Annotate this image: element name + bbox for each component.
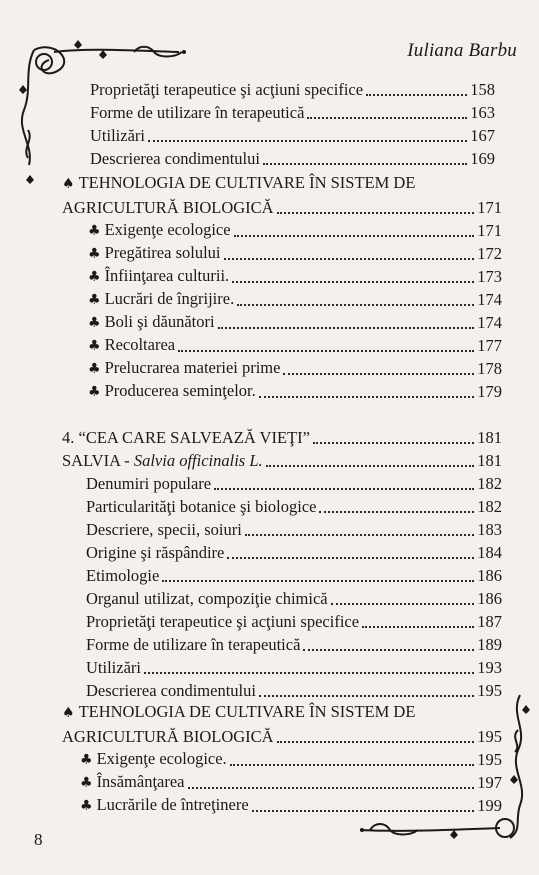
- page-number: 8: [34, 830, 43, 849]
- club-icon: ♣: [88, 315, 101, 331]
- toc-entry[interactable]: Proprietăţi terapeutice şi acţiuni specifice 187: [86, 612, 502, 631]
- toc-section-header-line2[interactable]: AGRICULTURĂ BIOLOGICĂ 171: [62, 198, 502, 217]
- club-icon: ♣: [88, 384, 101, 400]
- toc-entry[interactable]: ♣ Boli şi dăunători 174: [88, 312, 502, 332]
- club-icon: ♣: [80, 775, 93, 791]
- toc-section-header[interactable]: ♠ TEHNOLOGIA DE CULTIVARE ÎN SISTEM DE: [62, 702, 416, 721]
- toc-entry[interactable]: Proprietăţi terapeutice şi acţiuni specifice 158: [90, 80, 495, 99]
- toc-chapter[interactable]: 4. “CEA CARE SALVEAZĂ VIEŢI” 181: [62, 428, 502, 447]
- toc-entry[interactable]: ♣ Exigenţe ecologice 171: [88, 220, 502, 240]
- toc-entry[interactable]: Descrierea condimentului 169: [90, 149, 495, 168]
- toc-entry[interactable]: Descriere, specii, soiuri 183: [86, 520, 502, 539]
- club-icon: ♣: [80, 752, 93, 768]
- spade-icon: ♠: [62, 176, 75, 192]
- toc-entry[interactable]: ♣ Pregătirea solului 172: [88, 243, 502, 263]
- toc-entry[interactable]: Forme de utilizare în terapeutică 189: [86, 635, 502, 654]
- toc-entry[interactable]: Forme de utilizare în terapeutică 163: [90, 103, 495, 122]
- club-icon: ♣: [88, 292, 101, 308]
- club-icon: ♣: [88, 246, 101, 262]
- toc-entry[interactable]: ♣ Prelucrarea materiei prime 178: [88, 358, 502, 378]
- toc-entry[interactable]: ♣ Înfiinţarea culturii. 173: [88, 266, 502, 286]
- toc-entry[interactable]: Origine şi răspândire 184: [86, 543, 502, 562]
- toc-section-header[interactable]: ♠ TEHNOLOGIA DE CULTIVARE ÎN SISTEM DE: [62, 173, 416, 192]
- toc-chapter-subtitle[interactable]: SALVIA - Salvia officinalis L. 181: [62, 451, 502, 470]
- spade-icon: ♠: [62, 705, 75, 721]
- running-header-author: Iuliana Barbu: [407, 40, 517, 61]
- toc-entry[interactable]: Utilizări 193: [86, 658, 502, 677]
- toc-entry[interactable]: Organul utilizat, compoziţie chimică 186: [86, 589, 502, 608]
- toc-entry[interactable]: Particularităţi botanice şi biologice 182: [86, 497, 502, 516]
- toc-entry[interactable]: Denumiri populare 182: [86, 474, 502, 493]
- toc-entry[interactable]: Etimologie 186: [86, 566, 502, 585]
- club-icon: ♣: [80, 798, 93, 814]
- club-icon: ♣: [88, 361, 101, 377]
- club-icon: ♣: [88, 223, 101, 239]
- club-icon: ♣: [88, 269, 101, 285]
- toc-entry[interactable]: ♣ Lucrările de întreţinere 199: [80, 795, 502, 815]
- toc-entry[interactable]: ♣ Lucrări de îngrijire. 174: [88, 289, 502, 309]
- toc-entry[interactable]: Descrierea condimentului 195: [86, 681, 502, 700]
- toc-entry[interactable]: ♣ Producerea seminţelor. 179: [88, 381, 502, 401]
- club-icon: ♣: [88, 338, 101, 354]
- toc-entry[interactable]: ♣ Însămânţarea 197: [80, 772, 502, 792]
- toc-entry[interactable]: ♣ Exigenţe ecologice. 195: [80, 749, 502, 769]
- toc-section-header-line2[interactable]: AGRICULTURĂ BIOLOGICĂ 195: [62, 727, 502, 746]
- toc-entry[interactable]: ♣ Recoltarea 177: [88, 335, 502, 355]
- toc-entry[interactable]: Utilizări 167: [90, 126, 495, 145]
